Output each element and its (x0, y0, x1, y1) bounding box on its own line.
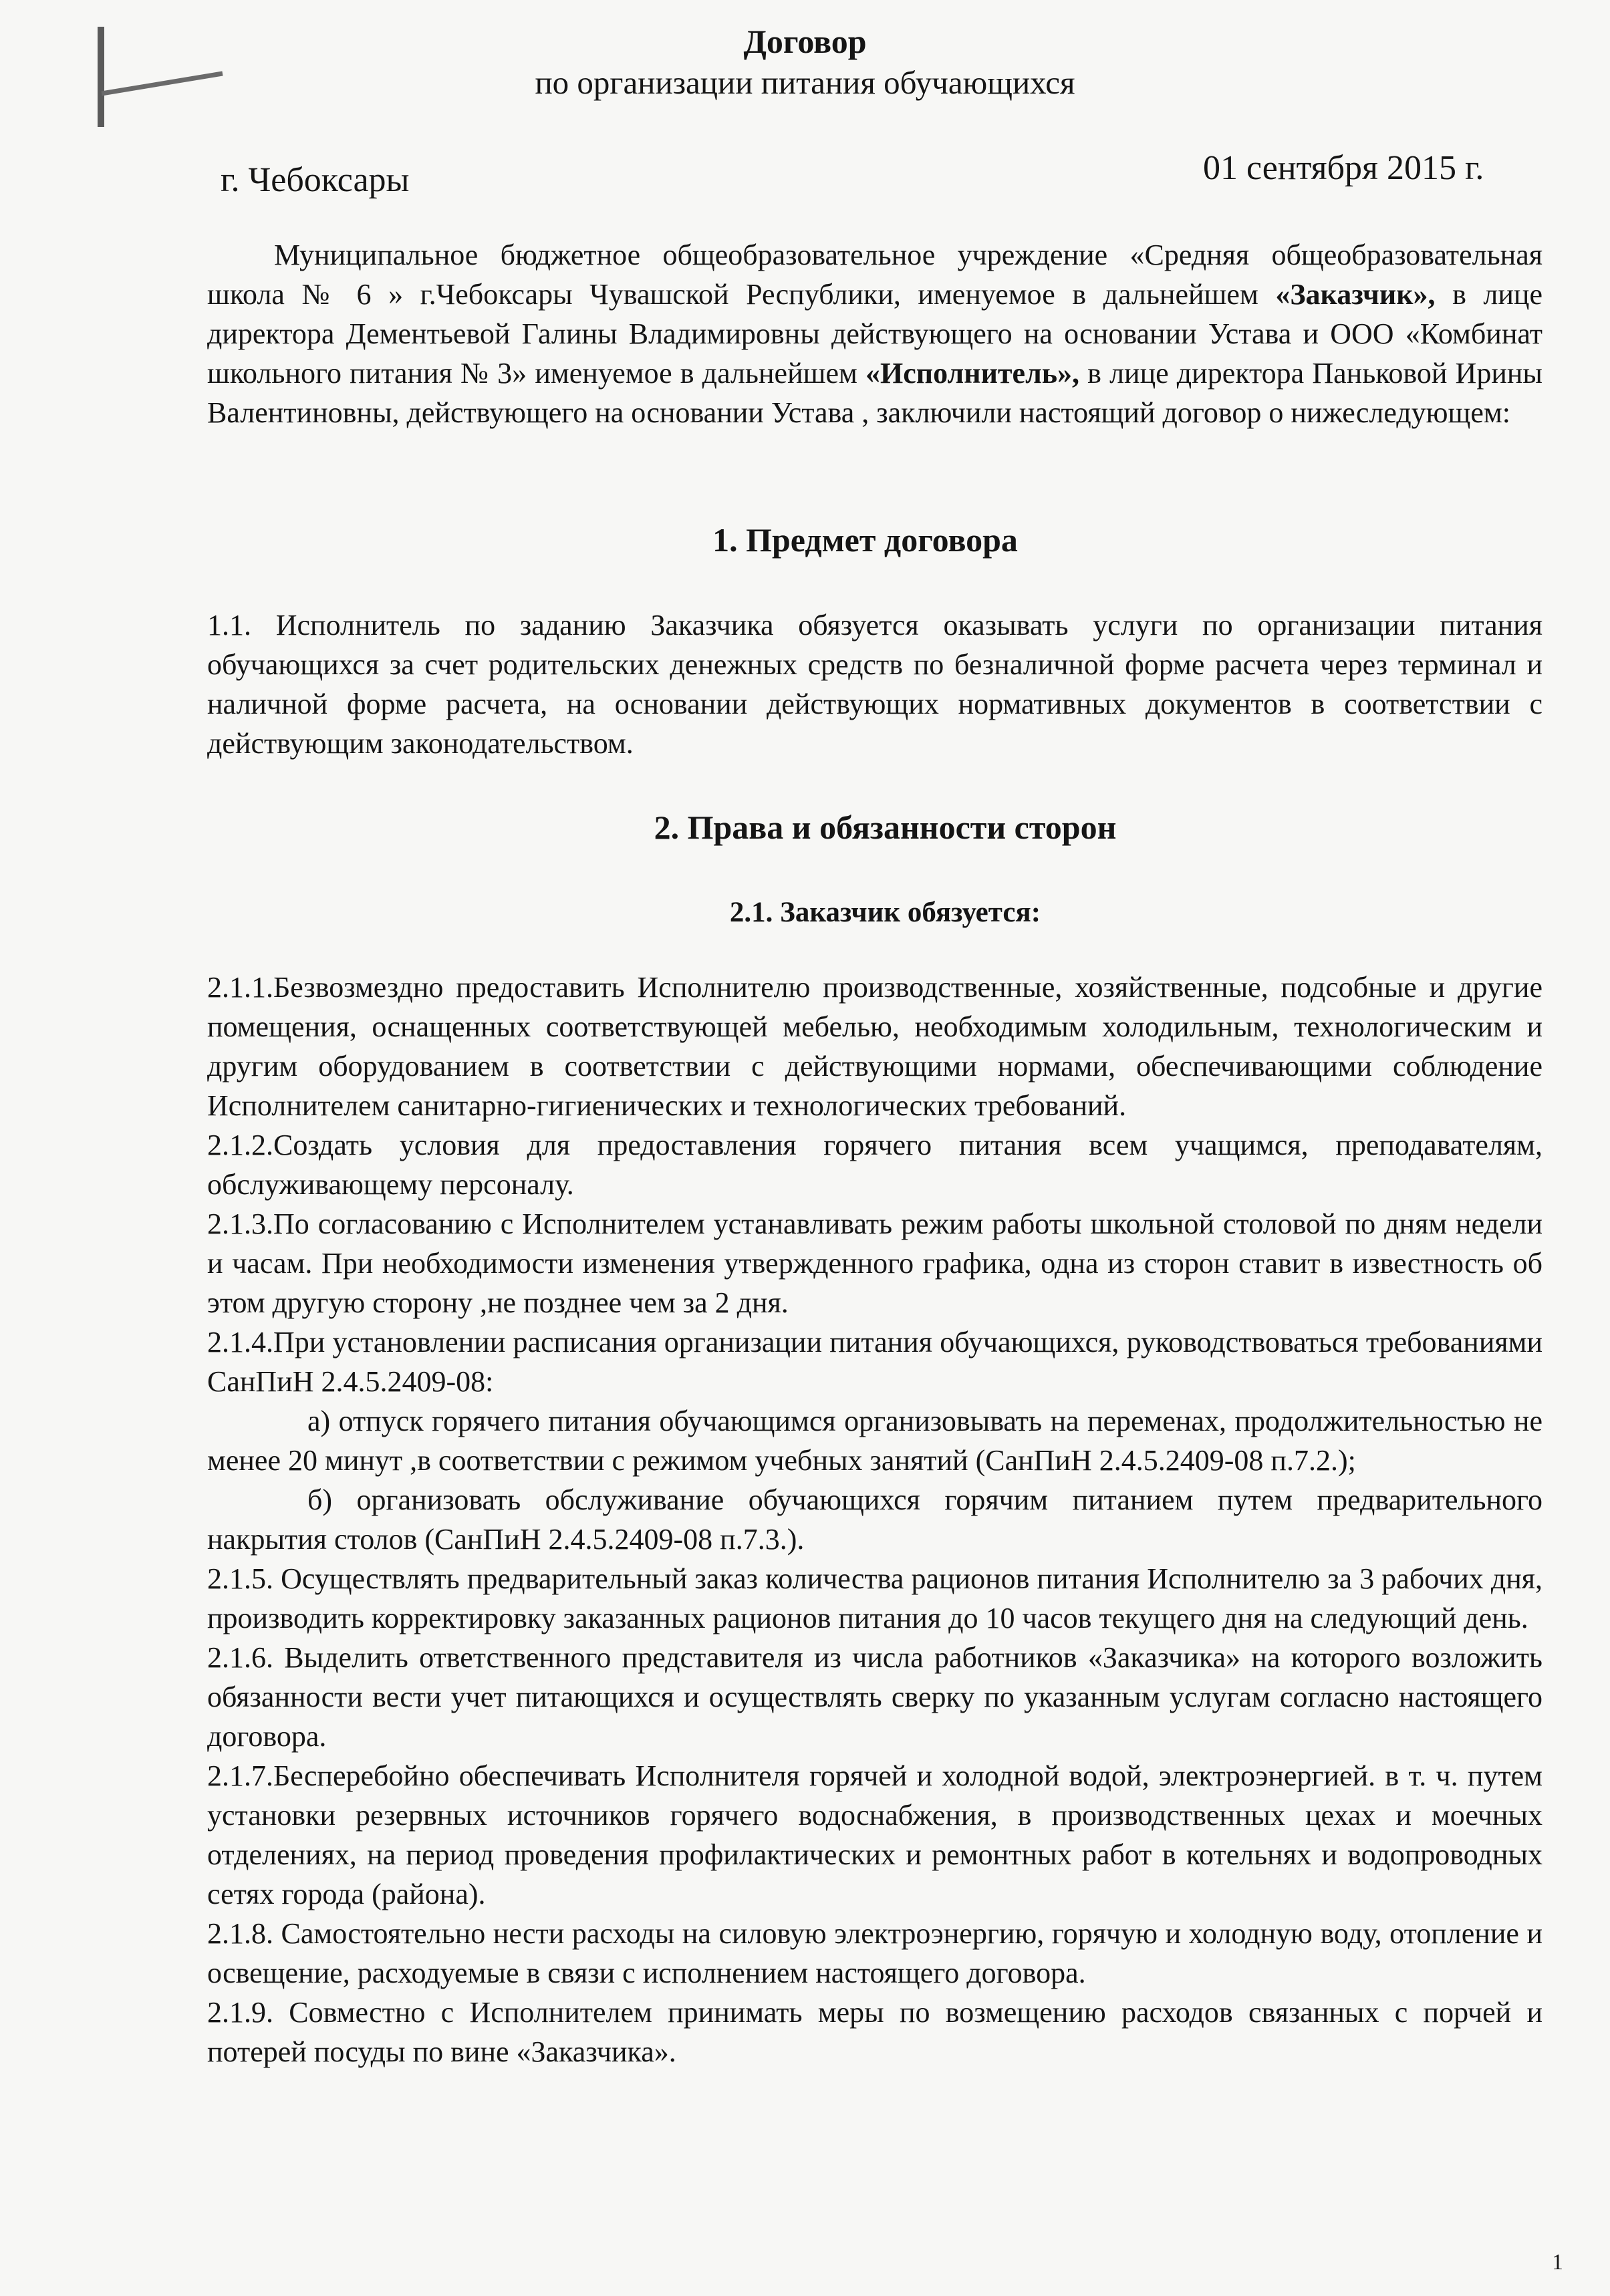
clause-list (207, 968, 1542, 2071)
section-2-heading: 2. Права и обязанности сторон (654, 809, 1117, 846)
executor-term: «Исполнитель», (865, 357, 1080, 390)
clause-2-1-8: 2.1.8. Самостоятельно нести расходы на силовую электроэнергию, горячую и холодную воду, отопление и освещение, расходуемые в связи с исполнением настоящего договора. (207, 1917, 1542, 1989)
document-date: 01 сентября 2015 г. (1203, 149, 1484, 187)
clause-1-1 (207, 605, 1542, 763)
customer-term: «Заказчик», (1275, 278, 1436, 311)
intro-text-1: Муниципальное бюджетное общеобразовательное учреждение «Средняя общеобразовательная школа № 6 » г.Чебоксары Чувашской Республики, именуемое в дальнейшем (207, 239, 1542, 311)
clause-2-1-4-a: а) отпуск горячего питания обучающимся организовывать на переменах, продолжительностью не менее 20 минут ,в соответствии с режимом учебных занятий (СанПиН 2.4.5.2409-08 п.7.2.); (207, 1405, 1542, 1477)
section-1-heading: 1. Предмет договора (712, 521, 1018, 559)
clause-2-1-4: 2.1.4.При установлении расписания организации питания обучающихся, руководствоваться требованиями СанПиН 2.4.5.2409-08: (207, 1326, 1542, 1398)
clause-1-1-text: 1.1. Исполнитель по заданию Заказчика обязуется оказывать услуги по организации питания обучающихся за счет родительских денежных средств по безналичной форме расчета через терминал и наличной форме расчета, на основании действующих нормативных документов в соответствии с действующим законодательством. (207, 609, 1542, 760)
clause-2-1-9: 2.1.9. Совместно с Исполнителем принимать меры по возмещению расходов связанных с порчей и потерей посуды по вине «Заказчика». (207, 1996, 1542, 2068)
document-subtitle: по организации питания обучающихся (535, 64, 1075, 101)
section-2-1-heading: 2.1. Заказчик обязуется: (729, 897, 1041, 928)
intro-text-3: в лице директора Паньковой Ирины Валентиновны, действующего на основании Устава , заключили настоящий договор о нижеследующем: (207, 357, 1542, 429)
intro-paragraph (207, 235, 1542, 432)
page-number: 1 (1552, 2250, 1563, 2275)
clause-2-1-3: 2.1.3.По согласованию с Исполнителем устанавливать режим работы школьной столовой по дням недели и часам. При необходимости изменения утвержденного графика, одна из сторон ставит в известность об этом другую сторону ,не позднее чем за 2 дня. (207, 1207, 1542, 1319)
clause-2-1-2: 2.1.2.Создать условия для предоставления горячего питания всем учащимся, преподавателям, обслуживающему персоналу. (207, 1129, 1542, 1201)
clause-2-1-5: 2.1.5. Осуществлять предварительный заказ количества рационов питания Исполнителю за 3 рабочих дня, производить корректировку заказанных рационов питания до 10 часов текущего дня на следующий день. (207, 1562, 1542, 1634)
clause-2-1-4-b: б) организовать обслуживание обучающихся горячим питанием путем предварительного накрытия столов (СанПиН 2.4.5.2409-08 п.7.3.). (207, 1483, 1542, 1556)
clause-2-1-7: 2.1.7.Бесперебойно обеспечивать Исполнителя горячей и холодной водой, электроэнергией. в т. ч. путем установки резервных источников горячего водоснабжения, в производственных цехах и моечных отделениях, на период проведения профилактических и ремонтных работ в котельнях и водопроводных сетях города (района). (207, 1759, 1542, 1910)
document-city: г. Чебоксары (221, 161, 410, 199)
clause-2-1-1: 2.1.1.Безвозмездно предоставить Исполнителю производственные, хозяйственные, подсобные и другие помещения, оснащенных соответствующей мебелью, необходимым холодильным, технологическим и другим оборудованием в соответствии с действующими нормами, обеспечивающими соблюдение Исполнителем санитарно-гигиенических и технологических требований. (207, 971, 1542, 1122)
document-title: Договор (743, 23, 867, 60)
intro-text-2: в лице директора Дементьевой Галины Владимировны действующего на основании Устава и ООО «Комбинат школьного питания № 3» именуемое в дальнейшем (207, 278, 1542, 390)
clause-2-1-6: 2.1.6. Выделить ответственного представителя из числа работников «Заказчика» на которого возложить обязанности вести учет питающихся и осуществлять сверку по указанным услугам согласно настоящего договора. (207, 1641, 1542, 1753)
